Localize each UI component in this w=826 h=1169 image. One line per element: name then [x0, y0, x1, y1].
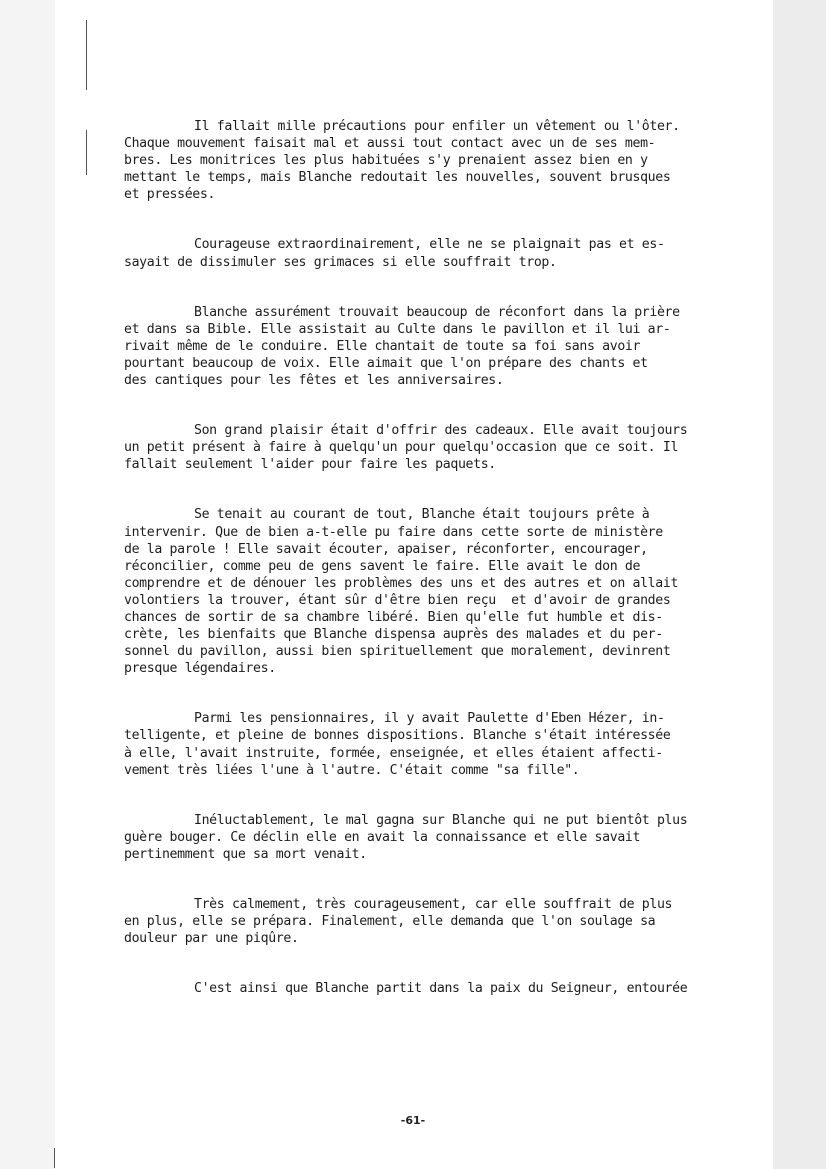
text-line: volontiers la trouver, étant sûr d'être bien reçu et d'avoir de grandes: [124, 592, 671, 608]
paragraph: [124, 506, 749, 677]
text-line: pertinemment que sa mort venait.: [124, 846, 367, 862]
paragraph: [124, 304, 749, 389]
text-line: Son grand plaisir était d'offrir des cadeaux. Elle avait toujours: [194, 423, 688, 439]
text-line: telligente, et pleine de bonnes dispositions. Blanche s'était intéressée: [124, 728, 671, 744]
text-line: Blanche assurément trouvait beaucoup de réconfort dans la prière: [194, 304, 680, 320]
text-line: et pressées.: [124, 187, 216, 203]
text-line: sonnel du pavillon, aussi bien spirituellement que moralement, devinrent: [124, 644, 671, 660]
text-line: un petit présent à faire à quelqu'un pour quelqu'occasion que ce soit. Il: [124, 440, 679, 456]
paragraph: [124, 422, 749, 473]
text-line: Inéluctablement, le mal gagna sur Blanche qui ne put bientôt plus: [194, 812, 688, 828]
text-line: Très calmement, très courageusement, car elle souffrait de plus: [194, 897, 673, 912]
text-line: Se tenait au courant de tout, Blanche était toujours prête à: [194, 507, 650, 523]
scan-margin-right: [773, 0, 826, 1169]
text-line: Parmi les pensionnaires, il y avait Paulette d'Eben Hézer, in-: [194, 711, 665, 727]
text-line: rivait même de le conduire. Elle chantait de toute sa foi sans avoir: [124, 338, 641, 354]
text-line: réconcilier, comme peu de gens savent le faire. Elle avait le don de: [124, 558, 641, 574]
text-line: à elle, l'avait instruite, formée, enseignée, et elles étaient affecti-: [124, 745, 663, 761]
text-line: crète, les bienfaits que Blanche dispensa auprès des malades et du per-: [124, 627, 663, 643]
text-line: Courageuse extraordinairement, elle ne se plaignait pas et es-: [194, 237, 665, 253]
paragraph: [124, 896, 749, 947]
text-line: comprendre et de dénouer les problèmes des uns et des autres et on allait: [124, 575, 679, 591]
scan-margin-left: [0, 0, 55, 1169]
text-line: Chaque mouvement faisait mal et aussi tout contact avec un de ses mem-: [124, 136, 656, 152]
text-line: presque légendaires.: [124, 661, 276, 677]
text-line: chances de sortir de sa chambre libéré. Bien qu'elle fut humble et dis-: [124, 609, 663, 625]
paragraph: [124, 710, 749, 778]
text-line: vement très liées l'une à l'autre. C'était comme "sa fille".: [124, 762, 580, 778]
document-body: [124, 118, 749, 1030]
text-line: mettant le temps, mais Blanche redoutait les nouvelles, souvent brusques: [124, 170, 671, 186]
text-line: intervenir. Que de bien a-t-elle pu faire dans cette sorte de ministère: [124, 524, 663, 540]
text-line: guère bouger. Ce déclin elle en avait la connaissance et elle savait: [124, 829, 641, 845]
text-line: et dans sa Bible. Elle assistait au Culte dans le pavillon et il lui ar-: [124, 321, 671, 337]
paragraph: [124, 236, 749, 270]
binding-mark: [54, 1148, 55, 1168]
text-line: C'est ainsi que Blanche partit dans la paix du Seigneur, entourée: [194, 981, 688, 997]
paragraph: [124, 118, 749, 203]
text-line: des cantiques pour les fêtes et les anniversaires.: [124, 373, 504, 389]
page-number: -61-: [400, 1114, 426, 1127]
text-line: Il fallait mille précautions pour enfiler un vêtement ou l'ôter.: [194, 119, 680, 134]
binding-mark: [86, 130, 87, 175]
text-line: fallait seulement l'aider pour faire les paquets.: [124, 457, 496, 473]
paragraph: [124, 812, 749, 863]
text-line: en plus, elle se prépara. Finalement, elle demanda que l'on soulage sa: [124, 914, 656, 930]
text-line: sayait de dissimuler ses grimaces si elle souffrait trop.: [124, 254, 557, 270]
paragraph: [124, 980, 749, 997]
text-line: de la parole ! Elle savait écouter, apaiser, réconforter, encourager,: [124, 541, 648, 557]
binding-mark: [86, 20, 87, 90]
text-line: pourtant beaucoup de voix. Elle aimait que l'on prépare des chants et: [124, 355, 648, 371]
text-line: bres. Les monitrices les plus habituées s'y prenaient assez bien en y: [124, 153, 648, 169]
text-line: douleur par une piqûre.: [124, 931, 299, 947]
